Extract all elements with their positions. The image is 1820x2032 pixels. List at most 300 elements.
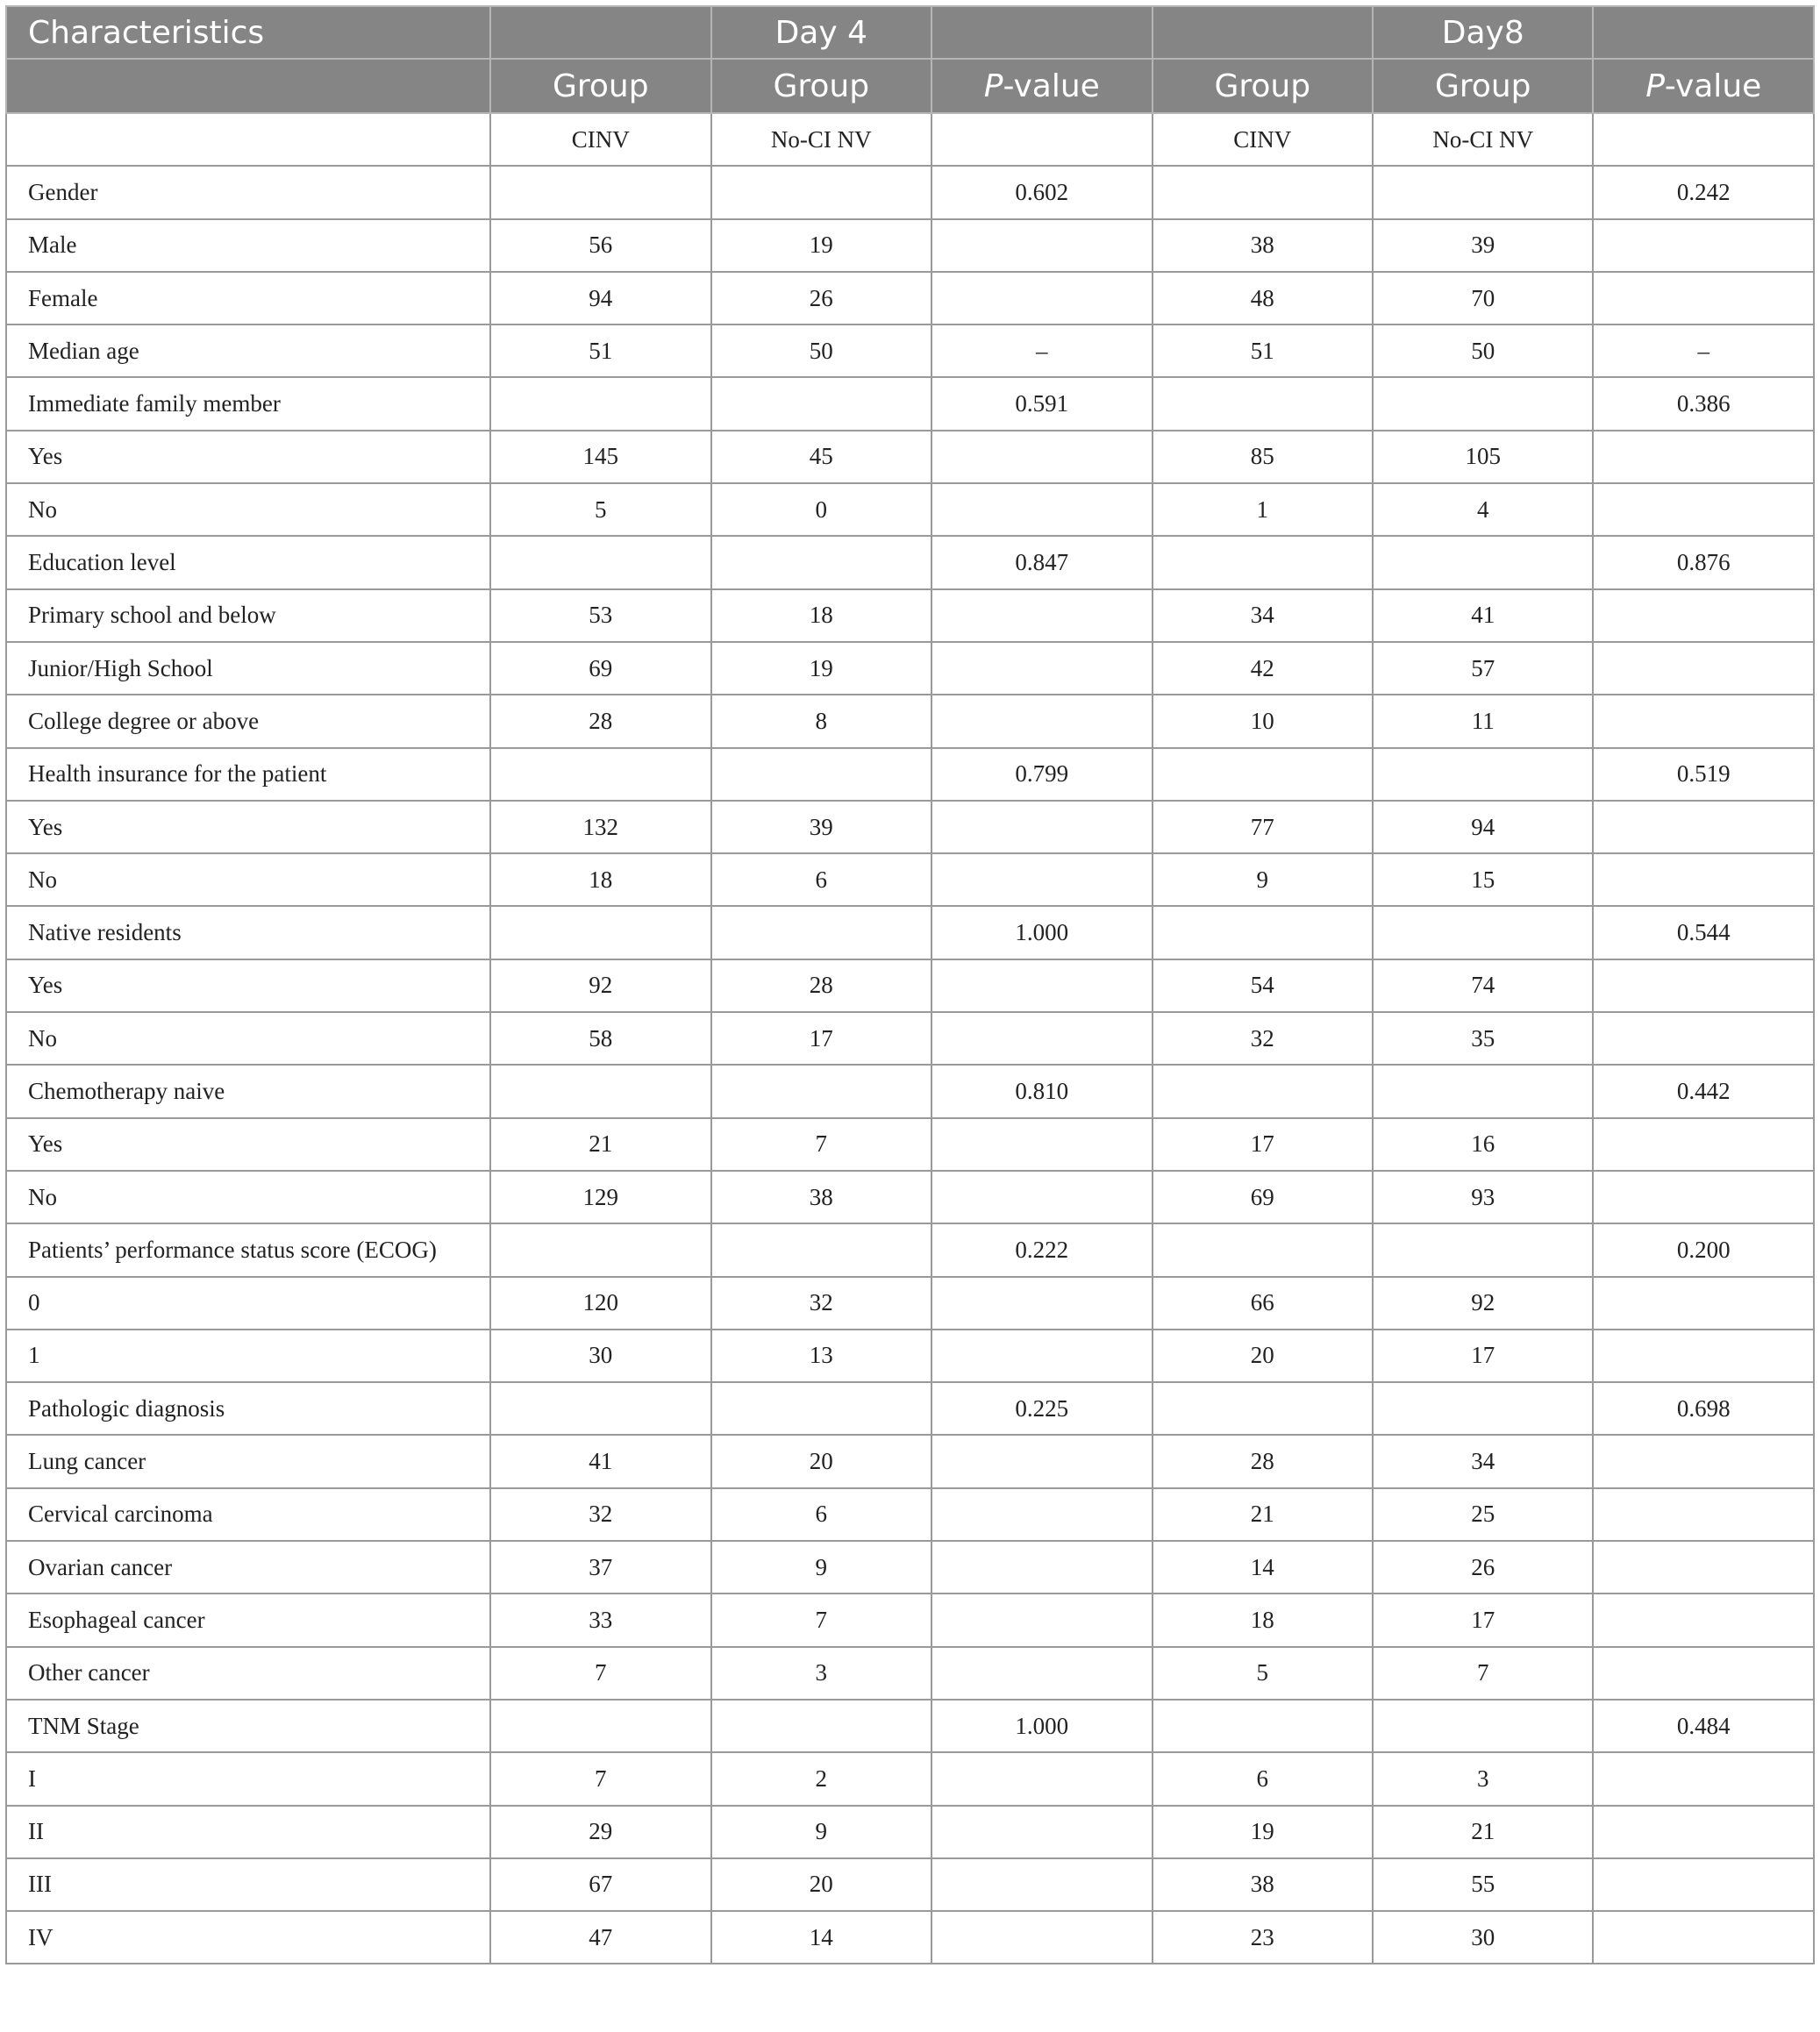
row-value: 8 <box>711 695 931 747</box>
subheader-cell: CINV <box>1153 113 1373 166</box>
row-value <box>1593 1594 1814 1646</box>
subheader-cell: No-CI NV <box>711 113 931 166</box>
row-label: Ovarian cancer <box>6 1541 490 1594</box>
row-label: No <box>6 483 490 536</box>
row-value: 29 <box>490 1806 710 1858</box>
row-value <box>1593 1647 1814 1700</box>
table-row <box>6 219 1814 272</box>
table-row <box>6 695 1814 747</box>
row-value <box>711 1223 931 1276</box>
row-value <box>1593 483 1814 536</box>
row-value: 41 <box>490 1435 710 1487</box>
subheader-cell <box>6 113 490 166</box>
row-value <box>931 1171 1152 1223</box>
row-value: 20 <box>1153 1330 1373 1382</box>
row-value: 16 <box>1373 1118 1593 1171</box>
row-value <box>1153 906 1373 959</box>
row-value: 41 <box>1373 589 1593 642</box>
table-row <box>6 272 1814 324</box>
row-value: 69 <box>490 642 710 695</box>
row-value <box>931 1277 1152 1330</box>
row-label: Female <box>6 272 490 324</box>
row-label: IV <box>6 1911 490 1964</box>
row-value: 0.242 <box>1593 166 1814 218</box>
row-value: 0.810 <box>931 1065 1152 1117</box>
p-letter: P <box>1645 68 1665 104</box>
row-value: 129 <box>490 1171 710 1223</box>
row-value: 7 <box>711 1118 931 1171</box>
row-value <box>490 1382 710 1435</box>
row-value: 145 <box>490 431 710 483</box>
row-value <box>931 1488 1152 1541</box>
table-row <box>6 1277 1814 1330</box>
subheader-cell <box>931 113 1152 166</box>
row-value: 17 <box>1373 1330 1593 1382</box>
row-value <box>1593 1435 1814 1487</box>
row-value: 2 <box>711 1752 931 1805</box>
row-value <box>1593 1541 1814 1594</box>
row-value <box>931 219 1152 272</box>
row-label: III <box>6 1858 490 1911</box>
row-value: 7 <box>711 1594 931 1646</box>
table-row <box>6 1647 1814 1700</box>
row-value: 85 <box>1153 431 1373 483</box>
row-value: 6 <box>1153 1752 1373 1805</box>
row-value: 105 <box>1373 431 1593 483</box>
row-value <box>931 1752 1152 1805</box>
row-value: – <box>1593 324 1814 377</box>
row-value: 50 <box>1373 324 1593 377</box>
row-label: Primary school and below <box>6 589 490 642</box>
row-label: College degree or above <box>6 695 490 747</box>
table-row <box>6 906 1814 959</box>
row-label: No <box>6 853 490 906</box>
row-value: 35 <box>1373 1012 1593 1065</box>
row-value <box>1153 377 1373 430</box>
row-value: 21 <box>1153 1488 1373 1541</box>
row-value <box>1373 166 1593 218</box>
row-value <box>931 589 1152 642</box>
row-value <box>711 1065 931 1117</box>
row-value: 54 <box>1153 959 1373 1012</box>
row-label: Yes <box>6 801 490 853</box>
table-row <box>6 959 1814 1012</box>
table-row <box>6 1488 1814 1541</box>
row-value <box>711 536 931 588</box>
row-value <box>711 906 931 959</box>
row-value <box>931 695 1152 747</box>
row-value: 14 <box>1153 1541 1373 1594</box>
row-value <box>1593 642 1814 695</box>
row-label: 0 <box>6 1277 490 1330</box>
row-value <box>490 377 710 430</box>
row-value: 34 <box>1153 589 1373 642</box>
subheader-row <box>6 113 1814 166</box>
table-row <box>6 1541 1814 1594</box>
row-value: 14 <box>711 1911 931 1964</box>
row-value: 0.442 <box>1593 1065 1814 1117</box>
table-row <box>6 801 1814 853</box>
row-value <box>1593 1118 1814 1171</box>
row-value <box>1153 1382 1373 1435</box>
row-label: Median age <box>6 324 490 377</box>
row-value <box>931 1330 1152 1382</box>
header-pvalue-day8 <box>1593 59 1814 113</box>
header-row-top <box>6 6 1814 59</box>
row-value <box>931 1435 1152 1487</box>
row-value: 17 <box>1373 1594 1593 1646</box>
header-blank-3 <box>931 6 1152 59</box>
row-value: 0 <box>711 483 931 536</box>
row-value: 3 <box>711 1647 931 1700</box>
row-value: 53 <box>490 589 710 642</box>
row-label: Male <box>6 219 490 272</box>
row-value <box>1593 431 1814 483</box>
row-value: 26 <box>711 272 931 324</box>
row-label: I <box>6 1752 490 1805</box>
row-value: 93 <box>1373 1171 1593 1223</box>
row-value: 50 <box>711 324 931 377</box>
table-row <box>6 431 1814 483</box>
row-value: 20 <box>711 1858 931 1911</box>
row-label: Esophageal cancer <box>6 1594 490 1646</box>
row-value <box>1373 1065 1593 1117</box>
row-value <box>1153 748 1373 801</box>
table-row <box>6 1012 1814 1065</box>
row-value: 33 <box>490 1594 710 1646</box>
row-value <box>1593 853 1814 906</box>
row-value <box>1373 748 1593 801</box>
row-value: 21 <box>490 1118 710 1171</box>
row-value: 37 <box>490 1541 710 1594</box>
row-label: Yes <box>6 1118 490 1171</box>
row-value: 7 <box>490 1647 710 1700</box>
row-value <box>490 906 710 959</box>
header-day4: Day 4 <box>711 6 931 59</box>
row-value: 19 <box>711 219 931 272</box>
row-value: 10 <box>1153 695 1373 747</box>
table-row <box>6 1700 1814 1752</box>
table-row <box>6 853 1814 906</box>
header-group-day4-nocinv: Group <box>711 59 931 113</box>
row-value: 11 <box>1373 695 1593 747</box>
row-value: 17 <box>1153 1118 1373 1171</box>
table-row <box>6 642 1814 695</box>
row-value <box>490 1700 710 1752</box>
row-value: 120 <box>490 1277 710 1330</box>
row-value: 6 <box>711 1488 931 1541</box>
row-value: 18 <box>490 853 710 906</box>
header-blank-4 <box>1153 6 1373 59</box>
row-value <box>490 166 710 218</box>
row-value: 132 <box>490 801 710 853</box>
row-value: 18 <box>711 589 931 642</box>
table-row <box>6 324 1814 377</box>
row-value: 32 <box>1153 1012 1373 1065</box>
table-row <box>6 1223 1814 1276</box>
table-row <box>6 589 1814 642</box>
row-value: 66 <box>1153 1277 1373 1330</box>
row-value: 0.484 <box>1593 1700 1814 1752</box>
row-value: 94 <box>1373 801 1593 853</box>
row-value: 56 <box>490 219 710 272</box>
row-value: 74 <box>1373 959 1593 1012</box>
row-value <box>1153 1065 1373 1117</box>
row-value: 48 <box>1153 272 1373 324</box>
row-value: 15 <box>1373 853 1593 906</box>
row-value <box>1593 1171 1814 1223</box>
row-value <box>1593 801 1814 853</box>
table-row <box>6 1382 1814 1435</box>
row-value: 5 <box>490 483 710 536</box>
row-value: 57 <box>1373 642 1593 695</box>
row-value: 28 <box>1153 1435 1373 1487</box>
row-value <box>490 1223 710 1276</box>
table-row <box>6 377 1814 430</box>
row-value <box>931 272 1152 324</box>
row-label: Immediate family member <box>6 377 490 430</box>
row-value: 7 <box>1373 1647 1593 1700</box>
row-value <box>1593 695 1814 747</box>
row-value: 28 <box>711 959 931 1012</box>
row-label: No <box>6 1012 490 1065</box>
row-value <box>931 1806 1152 1858</box>
row-value: 38 <box>1153 219 1373 272</box>
row-value <box>931 431 1152 483</box>
row-value <box>1593 1277 1814 1330</box>
row-value <box>1593 1752 1814 1805</box>
row-value: 77 <box>1153 801 1373 853</box>
row-value: 32 <box>711 1277 931 1330</box>
row-value <box>1593 1806 1814 1858</box>
row-value: 30 <box>1373 1911 1593 1964</box>
table-row <box>6 1065 1814 1117</box>
row-value <box>711 166 931 218</box>
row-value <box>931 1647 1152 1700</box>
row-value: 0.222 <box>931 1223 1152 1276</box>
row-value <box>711 748 931 801</box>
row-label: Health insurance for the patient <box>6 748 490 801</box>
row-value: 51 <box>1153 324 1373 377</box>
row-label: No <box>6 1171 490 1223</box>
row-label: Cervical carcinoma <box>6 1488 490 1541</box>
row-value: 38 <box>711 1171 931 1223</box>
row-value: 0.200 <box>1593 1223 1814 1276</box>
subheader-cell: CINV <box>490 113 710 166</box>
row-label: Native residents <box>6 906 490 959</box>
table-row <box>6 1171 1814 1223</box>
row-value: 0.386 <box>1593 377 1814 430</box>
row-value: 0.847 <box>931 536 1152 588</box>
row-value: 25 <box>1373 1488 1593 1541</box>
row-value: 23 <box>1153 1911 1373 1964</box>
p-suffix: -value <box>1003 68 1100 104</box>
row-label: TNM Stage <box>6 1700 490 1752</box>
row-value <box>931 483 1152 536</box>
row-value <box>931 1012 1152 1065</box>
row-value: 18 <box>1153 1594 1373 1646</box>
row-label: Yes <box>6 959 490 1012</box>
row-value: 38 <box>1153 1858 1373 1911</box>
row-value: 94 <box>490 272 710 324</box>
row-value: 17 <box>711 1012 931 1065</box>
row-value: 0.225 <box>931 1382 1152 1435</box>
row-value <box>1373 906 1593 959</box>
row-value <box>931 642 1152 695</box>
row-value: 9 <box>711 1806 931 1858</box>
row-value <box>1373 536 1593 588</box>
row-value <box>1373 377 1593 430</box>
row-value: – <box>931 324 1152 377</box>
row-value: 0.698 <box>1593 1382 1814 1435</box>
table-row <box>6 536 1814 588</box>
row-label: Education level <box>6 536 490 588</box>
row-label: Junior/High School <box>6 642 490 695</box>
row-value <box>1593 589 1814 642</box>
row-value <box>1153 536 1373 588</box>
table-row <box>6 1911 1814 1964</box>
row-value: 51 <box>490 324 710 377</box>
row-value: 3 <box>1373 1752 1593 1805</box>
row-label: Pathologic diagnosis <box>6 1382 490 1435</box>
header-day8: Day8 <box>1373 6 1593 59</box>
row-value: 5 <box>1153 1647 1373 1700</box>
row-value: 6 <box>711 853 931 906</box>
table-header <box>6 6 1814 113</box>
row-label: Lung cancer <box>6 1435 490 1487</box>
row-label: Patients’ performance status score (ECOG) <box>6 1223 490 1276</box>
table-row <box>6 1435 1814 1487</box>
header-characteristics: Characteristics <box>6 6 490 59</box>
row-value: 32 <box>490 1488 710 1541</box>
row-value: 9 <box>1153 853 1373 906</box>
row-value: 26 <box>1373 1541 1593 1594</box>
header-group-day4-cinv: Group <box>490 59 710 113</box>
row-value <box>1373 1382 1593 1435</box>
row-value: 13 <box>711 1330 931 1382</box>
header-pvalue-day4 <box>931 59 1152 113</box>
row-label: II <box>6 1806 490 1858</box>
row-value <box>490 1065 710 1117</box>
row-value: 0.591 <box>931 377 1152 430</box>
row-value <box>1373 1223 1593 1276</box>
header-group-day8-cinv: Group <box>1153 59 1373 113</box>
row-value <box>931 1541 1152 1594</box>
row-value: 30 <box>490 1330 710 1382</box>
row-value <box>931 959 1152 1012</box>
table-row <box>6 1118 1814 1171</box>
row-value: 0.799 <box>931 748 1152 801</box>
row-value: 19 <box>1153 1806 1373 1858</box>
row-value: 69 <box>1153 1171 1373 1223</box>
table-row <box>6 1806 1814 1858</box>
row-value: 19 <box>711 642 931 695</box>
row-value <box>711 377 931 430</box>
row-value: 45 <box>711 431 931 483</box>
row-value: 42 <box>1153 642 1373 695</box>
row-value: 4 <box>1373 483 1593 536</box>
header-blank-1 <box>490 6 710 59</box>
row-value <box>1153 166 1373 218</box>
row-label: 1 <box>6 1330 490 1382</box>
row-value <box>931 801 1152 853</box>
table-row <box>6 483 1814 536</box>
header-group-day8-nocinv: Group <box>1373 59 1593 113</box>
p-suffix: -value <box>1664 68 1762 104</box>
row-value <box>1373 1700 1593 1752</box>
row-value: 92 <box>490 959 710 1012</box>
row-value: 58 <box>490 1012 710 1065</box>
table-row <box>6 1752 1814 1805</box>
row-value <box>1593 1488 1814 1541</box>
header-blank-6 <box>1593 6 1814 59</box>
subheader-cell <box>1593 113 1814 166</box>
row-value <box>1593 1330 1814 1382</box>
row-value <box>1593 1012 1814 1065</box>
table-body <box>6 113 1814 1964</box>
row-value: 20 <box>711 1435 931 1487</box>
table-row <box>6 1594 1814 1646</box>
row-value: 0.602 <box>931 166 1152 218</box>
row-value: 55 <box>1373 1858 1593 1911</box>
row-value <box>931 1594 1152 1646</box>
subheader-cell: No-CI NV <box>1373 113 1593 166</box>
row-value: 28 <box>490 695 710 747</box>
row-value: 1.000 <box>931 1700 1152 1752</box>
row-value: 7 <box>490 1752 710 1805</box>
row-value <box>1153 1700 1373 1752</box>
table-row <box>6 166 1814 218</box>
row-value <box>490 748 710 801</box>
row-value: 0.544 <box>1593 906 1814 959</box>
row-value <box>1153 1223 1373 1276</box>
row-value: 67 <box>490 1858 710 1911</box>
row-value: 39 <box>1373 219 1593 272</box>
row-value: 70 <box>1373 272 1593 324</box>
row-value <box>1593 959 1814 1012</box>
row-value: 21 <box>1373 1806 1593 1858</box>
row-value <box>490 536 710 588</box>
row-value <box>931 1911 1152 1964</box>
table-row <box>6 1330 1814 1382</box>
row-value: 92 <box>1373 1277 1593 1330</box>
row-value <box>1593 272 1814 324</box>
row-value <box>1593 1858 1814 1911</box>
header-empty <box>6 59 490 113</box>
row-value <box>931 1858 1152 1911</box>
row-value <box>1593 219 1814 272</box>
row-label: Gender <box>6 166 490 218</box>
characteristics-table <box>5 5 1815 1964</box>
header-row-bottom <box>6 59 1814 113</box>
row-label: Chemotherapy naive <box>6 1065 490 1117</box>
row-value: 0.519 <box>1593 748 1814 801</box>
row-value: 39 <box>711 801 931 853</box>
row-label: Other cancer <box>6 1647 490 1700</box>
row-label: Yes <box>6 431 490 483</box>
row-value <box>931 853 1152 906</box>
table-row <box>6 1858 1814 1911</box>
row-value: 47 <box>490 1911 710 1964</box>
row-value: 9 <box>711 1541 931 1594</box>
row-value: 1.000 <box>931 906 1152 959</box>
p-letter: P <box>983 68 1003 104</box>
row-value: 1 <box>1153 483 1373 536</box>
row-value <box>711 1382 931 1435</box>
row-value <box>931 1118 1152 1171</box>
row-value: 34 <box>1373 1435 1593 1487</box>
table-row <box>6 748 1814 801</box>
